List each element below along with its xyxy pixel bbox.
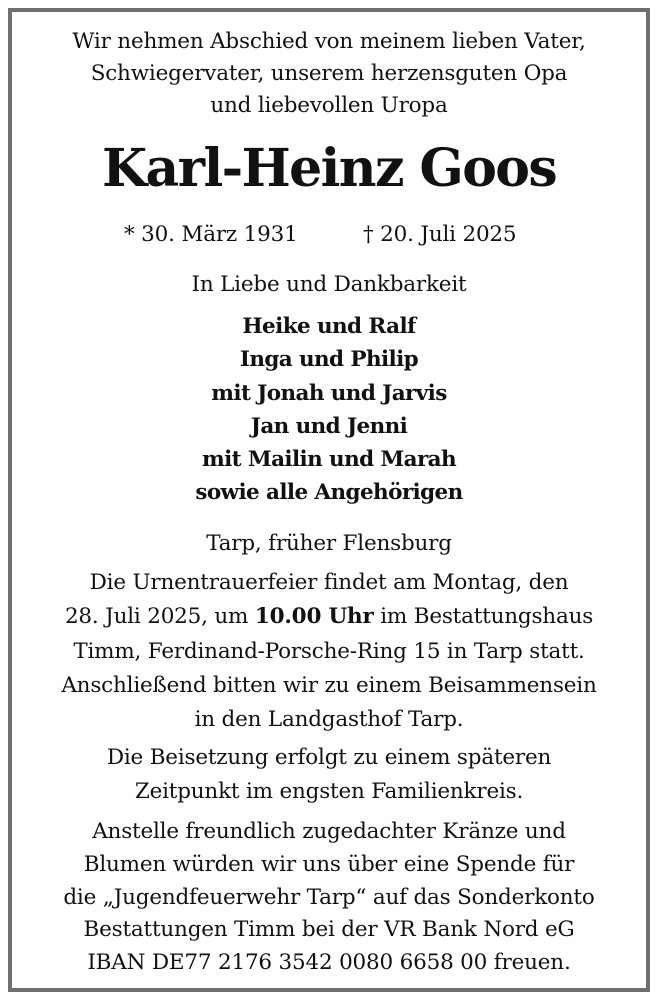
ceremony-date-text: 28. Juli 2025, um: [64, 604, 255, 630]
mourner-entry: Heike und Ralf: [242, 314, 416, 339]
burial-line: Die Beisetzung erfolgt zu einem späteren: [106, 745, 552, 770]
donation-line: Anstelle freundlich zugedachter Kränze und: [92, 819, 566, 844]
ceremony-paragraph: [0, 566, 658, 737]
birth-date: * 30. März 1931: [124, 222, 298, 247]
death-date: † 20. Juli 2025: [363, 222, 517, 247]
mourner-entry: mit Jonah und Jarvis: [211, 380, 447, 406]
place-line: Tarp, früher Flensburg: [206, 531, 452, 556]
ceremony-line: in den Landgasthof Tarp.: [194, 707, 464, 733]
mourner-entry: Inga und Philip: [239, 347, 419, 373]
intro-line: Schwiegervater, unserem herzensguten Opa: [90, 61, 568, 86]
donation-line: die „Jugendfeuerwehr Tarp“ auf das Sonderkonto: [63, 884, 595, 910]
donation-line: Blumen würden wir uns über eine Spende für: [83, 851, 575, 877]
deceased-name: Karl-Heinz Goos: [101, 138, 557, 199]
donation-paragraph: [0, 816, 658, 980]
intro-text: [0, 26, 658, 122]
intro-line: Wir nehmen Abschied von meinem lieben Vater,: [72, 29, 586, 54]
intro-line: und liebevollen Uropa: [210, 93, 448, 118]
mourner-entry: sowie alle Angehörigen: [195, 480, 463, 506]
dedication-line: In Liebe und Dankbarkeit: [191, 272, 467, 297]
ceremony-line: Timm, Ferdinand-Porsche-Ring 15 in Tarp statt.: [73, 638, 585, 664]
donation-line: Bestattungen Timm bei der VR Bank Nord eG: [83, 917, 575, 943]
ceremony-time: 10.00 Uhr: [254, 604, 374, 630]
burial-line: Zeitpunkt im engsten Familienkreis.: [134, 779, 524, 805]
ceremony-line: Die Urnentrauerfeier findet am Montag, den: [89, 570, 569, 595]
ceremony-line: [0, 600, 658, 634]
burial-paragraph: [0, 741, 658, 810]
mourner-entry: Jan und Jenni: [250, 413, 408, 439]
ceremony-line: Anschließend bitten wir zu einem Beisammensein: [61, 672, 597, 698]
mourners-list: [0, 310, 658, 510]
ceremony-venue-text: im Bestattungshaus: [373, 604, 594, 630]
mourner-entry: mit Mailin und Marah: [201, 447, 457, 473]
donation-line: IBAN DE77 2176 3542 0080 6658 00 freuen.: [87, 950, 571, 976]
